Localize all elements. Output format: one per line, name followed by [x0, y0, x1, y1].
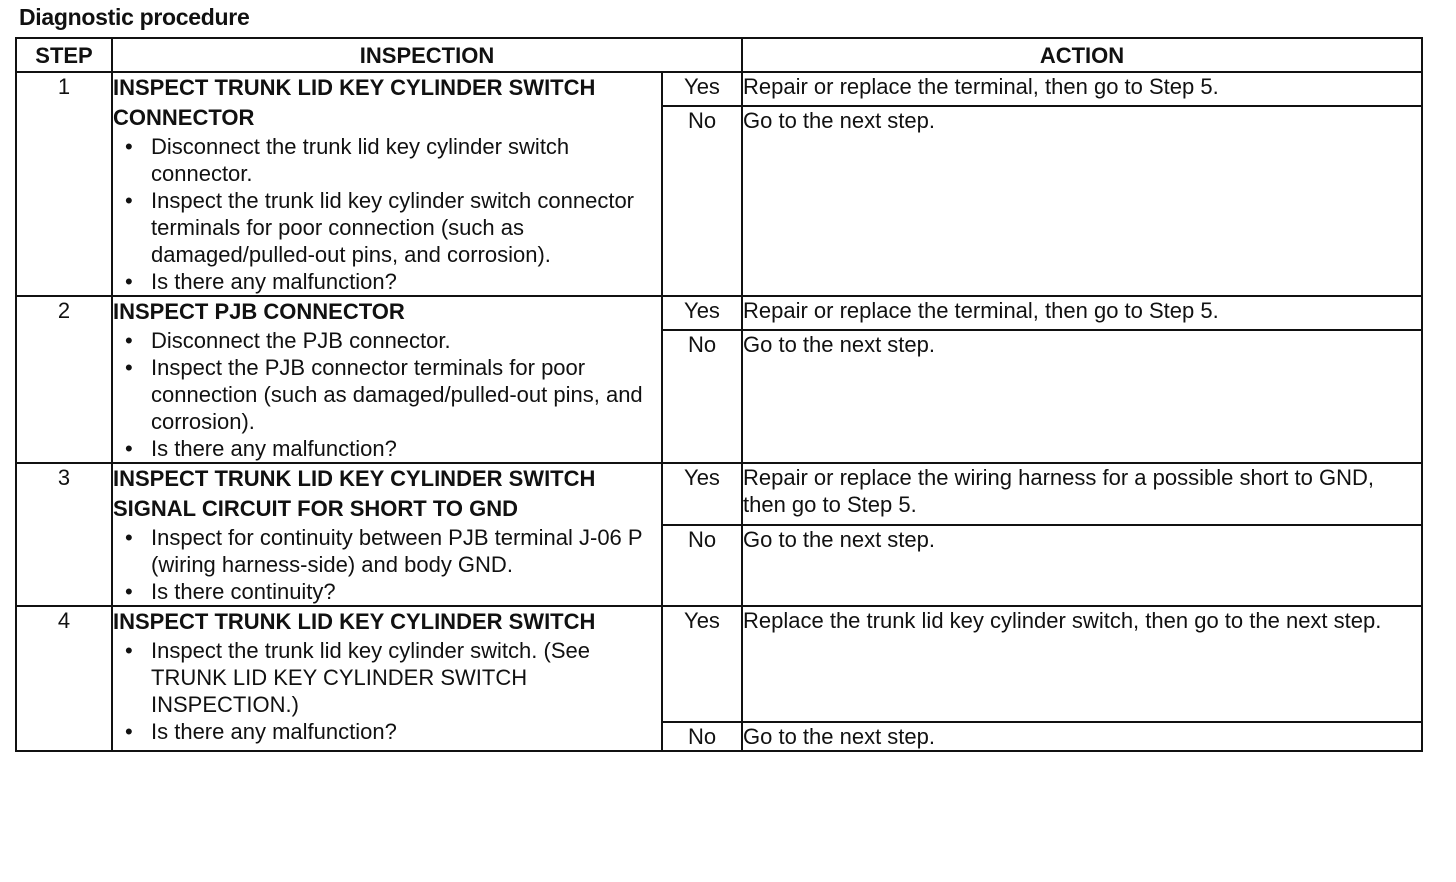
no-action: Go to the next step.	[742, 330, 1422, 463]
yes-label: Yes	[662, 72, 742, 106]
no-label: No	[662, 722, 742, 751]
yes-label: Yes	[662, 606, 742, 722]
yes-label: Yes	[662, 463, 742, 525]
step-2-yes-row	[16, 296, 1422, 330]
step-1-inspection	[112, 72, 662, 296]
header-row	[16, 38, 1422, 72]
no-action: Go to the next step.	[742, 722, 1422, 751]
step-number: 3	[16, 463, 112, 606]
inspection-bullets	[113, 524, 661, 605]
step-number: 2	[16, 296, 112, 463]
bullet-item: • Inspect for continuity between PJB terminal J-06 P (wiring harness-side) and body GND.	[113, 524, 661, 578]
inspection-bullets	[113, 637, 661, 745]
no-label: No	[662, 525, 742, 606]
bullet-item: • Is there any malfunction?	[113, 268, 661, 295]
step-header: STEP	[16, 38, 112, 72]
no-action: Go to the next step.	[742, 106, 1422, 296]
bullet-item: • Inspect the trunk lid key cylinder switch. (See TRUNK LID KEY CYLINDER SWITCH INSPECTION.)	[113, 637, 661, 718]
bullet-item: • Disconnect the trunk lid key cylinder switch connector.	[113, 133, 661, 187]
yes-action: Repair or replace the wiring harness for a possible short to GND, then go to Step 5.	[742, 463, 1422, 525]
inspection-heading: INSPECT PJB CONNECTOR	[113, 299, 405, 324]
page-title: Diagnostic procedure	[19, 4, 250, 30]
inspection-header: INSPECTION	[112, 38, 742, 72]
inspection-heading: INSPECT TRUNK LID KEY CYLINDER SWITCH	[113, 609, 596, 634]
step-4-yes-row	[16, 606, 1422, 722]
bullet-item: • Is there any malfunction?	[113, 435, 661, 462]
bullet-item: • Is there any malfunction?	[113, 718, 661, 745]
bullet-item: • Inspect the trunk lid key cylinder switch connector terminals for poor connection (such as damaged/pulled-out pins, and corrosion).	[113, 187, 661, 268]
inspection-bullets	[113, 327, 661, 462]
yes-action: Repair or replace the terminal, then go to Step 5.	[742, 72, 1422, 106]
action-header: ACTION	[742, 38, 1422, 72]
bullet-item: • Disconnect the PJB connector.	[113, 327, 661, 354]
step-3-inspection	[112, 463, 662, 606]
no-label: No	[662, 330, 742, 463]
step-number: 4	[16, 606, 112, 751]
no-action: Go to the next step.	[742, 525, 1422, 606]
diagnostic-procedure-table	[15, 37, 1423, 752]
no-label: No	[662, 106, 742, 296]
yes-action: Repair or replace the terminal, then go to Step 5.	[742, 296, 1422, 330]
step-2-inspection	[112, 296, 662, 463]
bullet-item: • Is there continuity?	[113, 578, 661, 605]
inspection-bullets	[113, 133, 661, 295]
yes-action: Replace the trunk lid key cylinder switch, then go to the next step.	[742, 606, 1422, 722]
step-number: 1	[16, 72, 112, 296]
inspection-heading: INSPECT TRUNK LID KEY CYLINDER SWITCH SIGNAL CIRCUIT FOR SHORT TO GND	[113, 466, 596, 521]
yes-label: Yes	[662, 296, 742, 330]
step-1-yes-row	[16, 72, 1422, 106]
step-4-inspection	[112, 606, 662, 751]
inspection-heading: INSPECT TRUNK LID KEY CYLINDER SWITCH CONNECTOR	[113, 75, 596, 130]
bullet-item: • Inspect the PJB connector terminals for poor connection (such as damaged/pulled-out pins, and corrosion).	[113, 354, 661, 435]
step-3-yes-row	[16, 463, 1422, 525]
